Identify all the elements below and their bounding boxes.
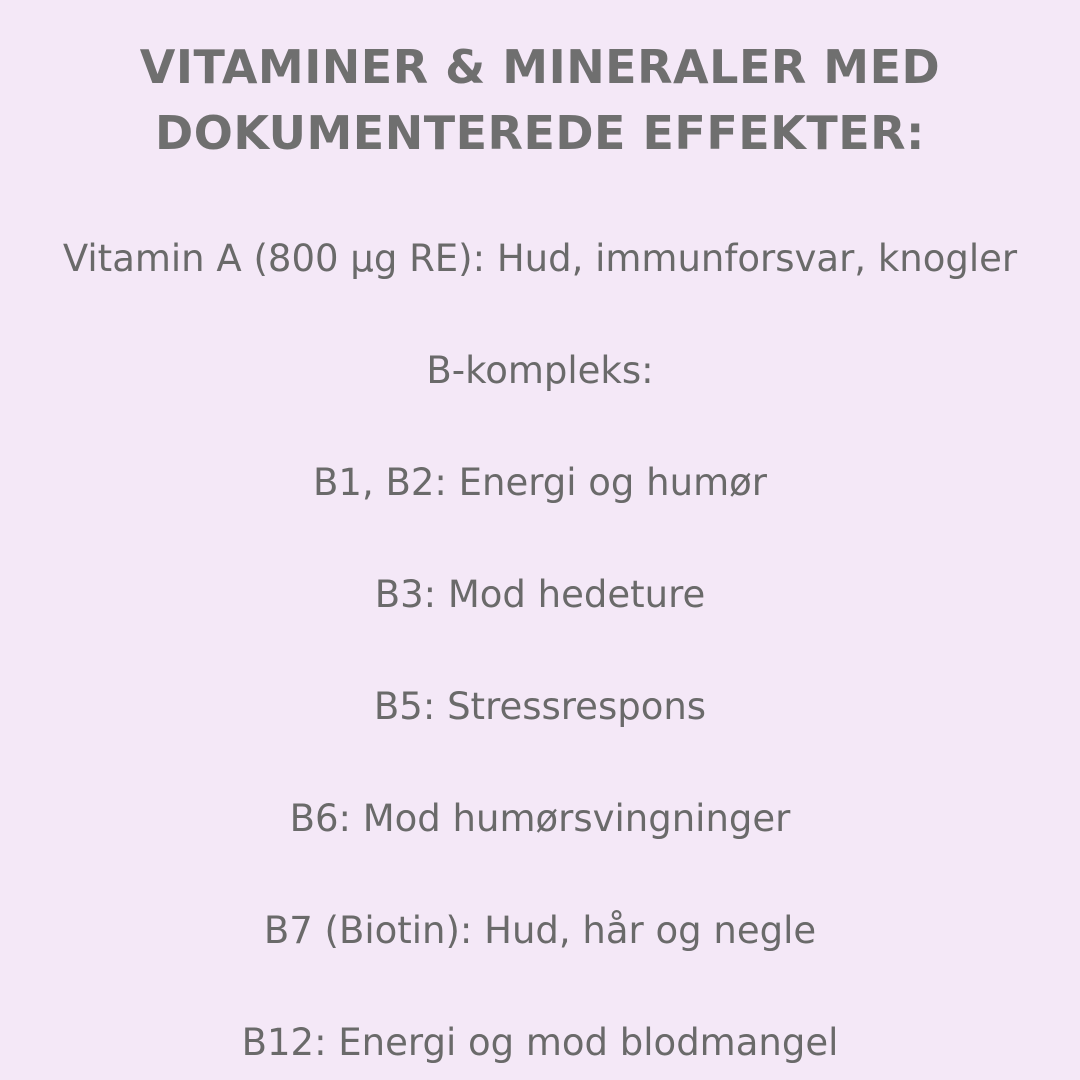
title-line-1: VITAMINER & MINERALER MED <box>139 40 941 94</box>
page-title <box>0 34 1080 166</box>
list-item-b12: B12: Energi og mod blodmangel <box>241 1021 839 1064</box>
list-item-b6: B6: Mod humørsvingninger <box>289 797 791 840</box>
list-item-b1-b2: B1, B2: Energi og humør <box>313 461 767 504</box>
title-line-2: DOKUMENTEREDE EFFEKTER: <box>155 106 925 160</box>
list-item-b-complex-heading: B-kompleks: <box>426 349 654 392</box>
list-item-b5: B5: Stressrespons <box>373 685 707 728</box>
list-item-vitamin-a: Vitamin A (800 µg RE): Hud, immunforsvar, knogler <box>62 237 1018 280</box>
list-item-b3: B3: Mod hedeture <box>374 573 706 616</box>
list-item-b7: B7 (Biotin): Hud, hår og negle <box>263 909 817 952</box>
